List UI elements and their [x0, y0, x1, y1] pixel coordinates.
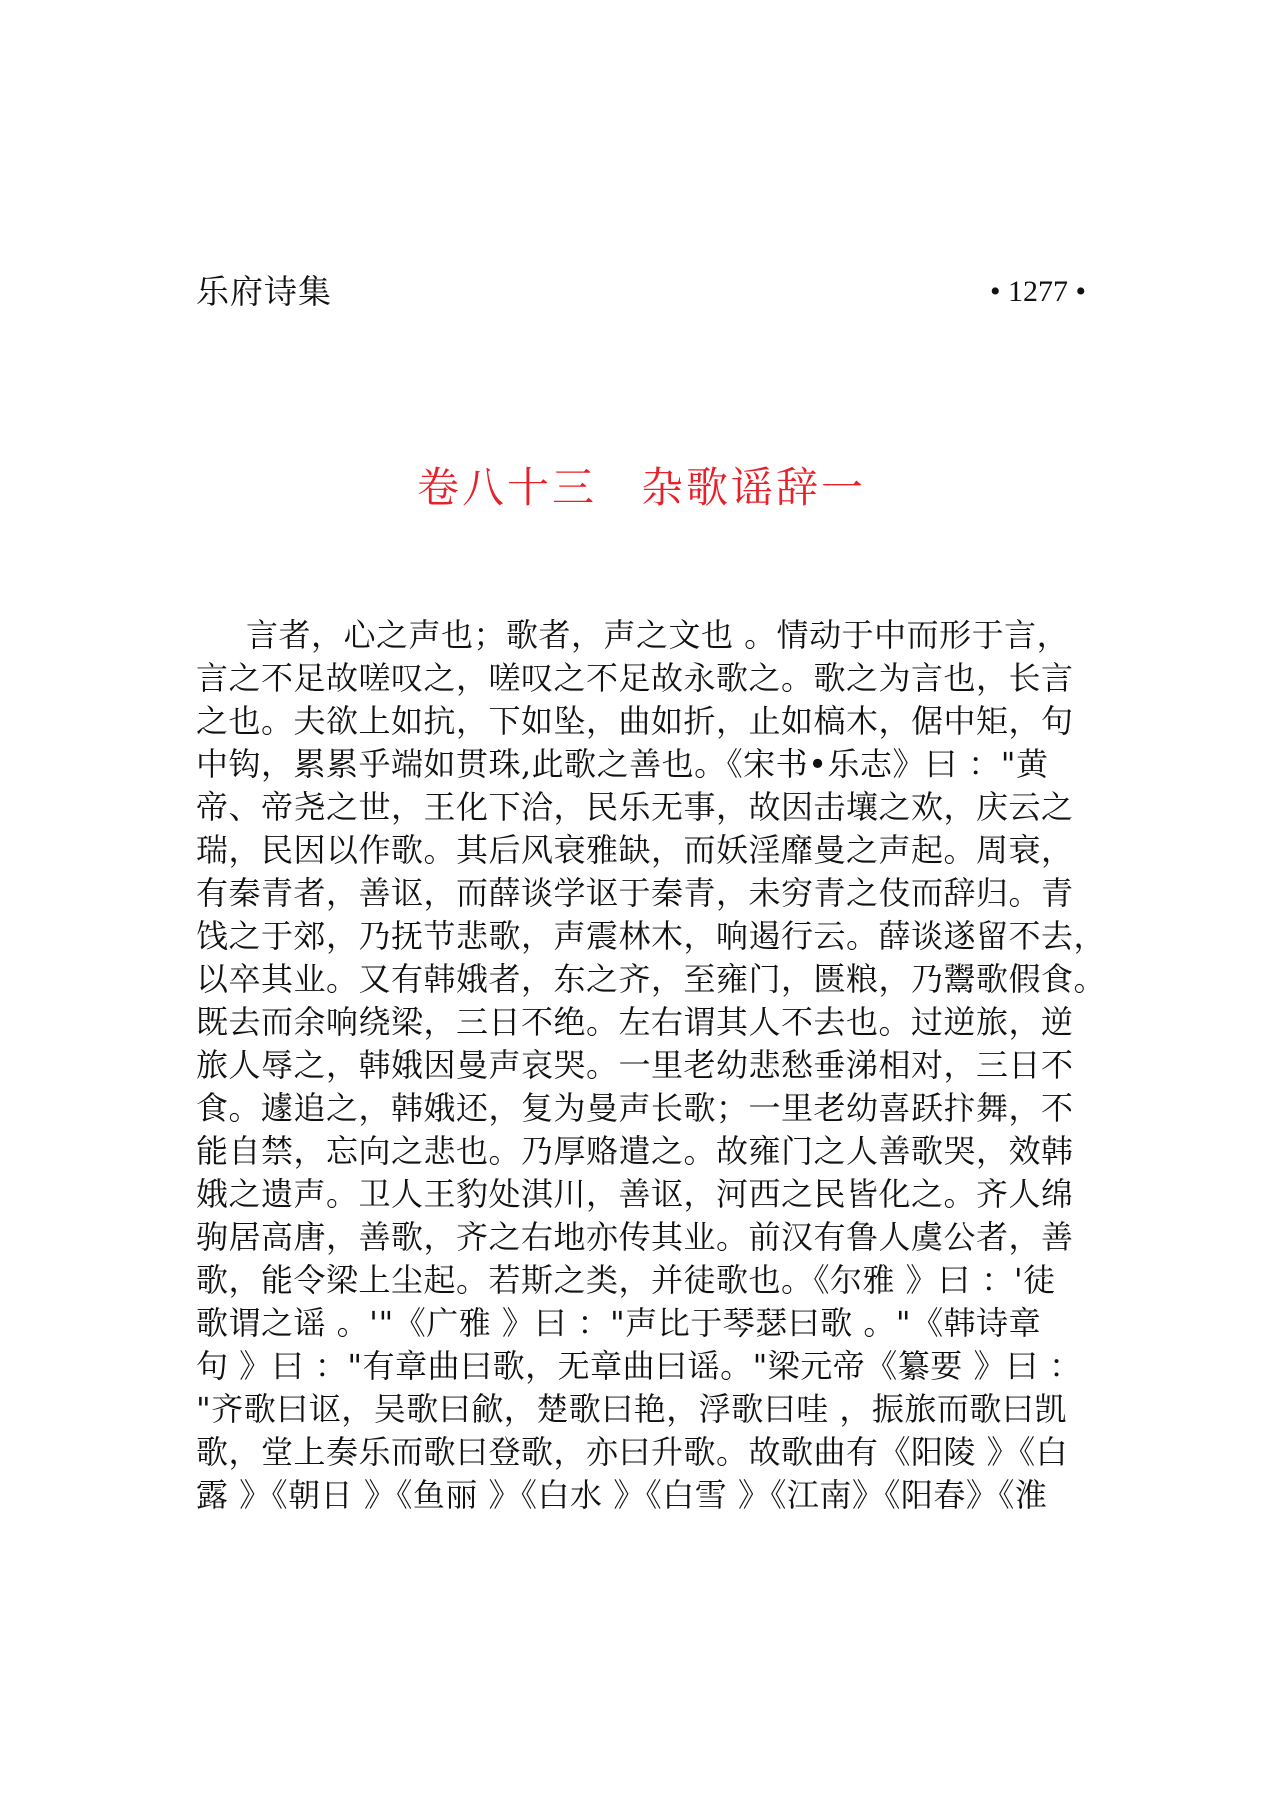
- text-line: 之也。夫欲上如抗，下如坠，曲如折，止如槁木，倨中矩，句: [196, 702, 1074, 740]
- body-text: [196, 614, 1107, 1517]
- page-number: • 1277 •: [989, 275, 1086, 308]
- text-line: 驹居高唐，善歌，齐之右地亦传其业。前汉有鲁人虞公者，善: [196, 1218, 1074, 1256]
- text-line: 有秦青者，善讴，而薛谈学讴于秦青，未穷青之伎而辞归。青: [196, 874, 1074, 912]
- chapter-title: 杂歌谣辞一: [641, 463, 867, 512]
- chapter-volume: 卷八十三: [416, 463, 597, 512]
- text-line: 露 》《朝日 》《鱼丽 》《白水 》《白雪 》《江南》《阳春》《淮: [196, 1476, 1048, 1514]
- running-header: [196, 270, 1086, 314]
- text-line: 句 》曰 ："有章曲曰歌，无章曲曰谣。"梁元帝《纂要 》曰 ：: [196, 1347, 1082, 1385]
- text-line: 既去而余响绕梁，三日不绝。左右谓其人不去也。过逆旅，逆: [196, 1003, 1074, 1041]
- book-title: 乐府诗集: [196, 272, 332, 311]
- text-line: 能自禁，忘向之悲也。乃厚赂遣之。故雍门之人善歌哭，效韩: [196, 1132, 1074, 1170]
- text-line: 旅人辱之，韩娥因曼声哀哭。一里老幼悲愁垂涕相对，三日不: [196, 1046, 1074, 1084]
- text-line: 言之不足故嗟叹之，嗟叹之不足故永歌之。歌之为言也，长言: [196, 659, 1074, 697]
- text-line: 娥之遗声。卫人王豹处淇川，善讴，河西之民皆化之。齐人绵: [196, 1175, 1074, 1213]
- text-line: "齐歌曰讴，吴歌曰歈，楚歌曰艳，浮歌曰哇 ，振旅而歌曰凯: [196, 1390, 1067, 1428]
- text-line: 歌，能令梁上尘起。若斯之类，并徒歌也。《尔雅 》曰 ：'徒: [196, 1261, 1056, 1299]
- text-line: 帝、帝尧之世，王化下洽，民乐无事，故因击壤之欢，庆云之: [196, 788, 1074, 826]
- text-line: 中钩，累累乎端如贯珠,此歌之善也。《宋书•乐志》曰 ："黄: [196, 745, 1049, 783]
- text-line: 歌谓之谣 。'"《广雅 》曰 ："声比于琴瑟曰歌 。"《韩诗章: [196, 1304, 1042, 1342]
- chapter-heading: [0, 458, 1283, 518]
- text-line: 以卒其业。又有韩娥者，东之齐，至雍门，匮粮，乃鬻歌假食。: [196, 960, 1107, 998]
- text-line: 言者，心之声也；歌者，声之文也 。情动于中而形于言，: [246, 616, 1070, 654]
- text-line: 歌，堂上奏乐而歌曰登歌，亦曰升歌。故歌曲有《阳陵 》《白: [196, 1433, 1069, 1471]
- text-line: 饯之于郊，乃抚节悲歌，声震林木，响遏行云。薛谈遂留不去，: [196, 917, 1107, 955]
- text-line: 瑞，民因以作歌。其后风衰雅缺，而妖淫靡曼之声起。周衰，: [196, 831, 1074, 869]
- text-line: 食。遽追之，韩娥还，复为曼声长歌；一里老幼喜跃抃舞，不: [196, 1089, 1074, 1127]
